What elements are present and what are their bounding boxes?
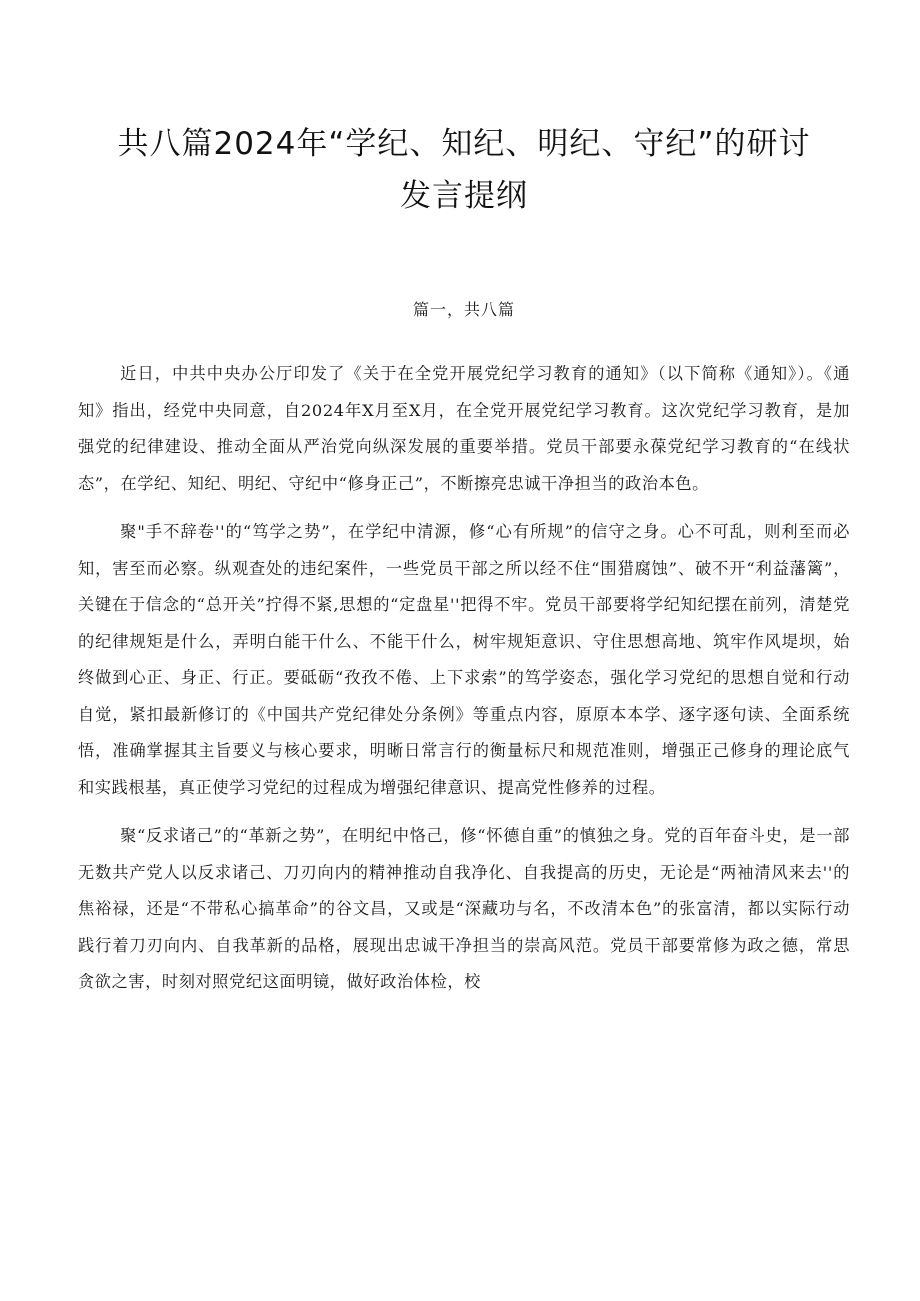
paragraph-3: 聚“反求诸己”的“革新之势”，在明纪中恪己，修“怀德自重”的慎独之身。党的百年奋斗史，是一部无数共产党人以反求诸己、刀刃向内的精神推动自我净化、自我提高的历史，无论是“两袖清风来去''的焦裕禄，还是“不带私心搞革命”的谷文昌，又或是“深藏功与名，不改清本色”的张富清，都以实际行动践行着刀刃向内、自我革新的品格，展现出忠诚干净担当的崇高风范。党员干部要常修为政之德，常思贪欲之害，时刻对照党纪这面明镜，做好政治体检，校 [78,826,850,991]
title-line-1: 共八篇2024年“学纪、知纪、明纪、守纪”的研讨 [117,126,811,162]
paragraph-2: 聚"手不辞卷''的“笃学之势”，在学纪中清源，修“心有所规”的信守之身。心不可乱，则利至而必知，害至而必察。纵观查处的违纪案件，一些党员干部之所以经不住“围猎腐蚀”、破不开“利益藩篱”，关键在于信念的“总开关”拧得不紧,思想的“定盘星''把得不牢。党员干部要将学纪知纪摆在前列，清楚党的纪律规矩是什么，弄明白能干什么、不能干什么，树牢规矩意识、守住思想高地、筑牢作风堤坝，始终做到心正、身正、行正。要砥砺“孜孜不倦、上下求索”的笃学姿态，强化学习党纪的思想自觉和行动自觉，紧扣最新修订的《中国共产党纪律处分条例》等重点内容，原原本本学、逐字逐句读、全面系统悟，准确掌握其主旨要义与核心要求，明晰日常言行的衡量标尺和规范准则，增强正己修身的理论底气和实践根基，真正使学习党纪的过程成为增强纪律意识、提高党性修养的过程。 [78,522,850,797]
paragraph-1: 近日，中共中央办公厅印发了《关于在全党开展党纪学习教育的通知》（以下简称《通知》）。《通知》指出，经党中央同意，自2024年X月至X月，在全党开展党纪学习教育。这次党纪学习教育，是加强党的纪律建设、推动全面从严治党向纵深发展的重要举措。党员干部要永葆党纪学习教育的“在线状态”，在学纪、知纪、明纪、守纪中“修身正己”，不断擦亮忠诚干净担当的政治本色。 [78,364,850,493]
document-title [78,118,850,222]
section-heading: 篇一，共八篇 [412,300,515,319]
title-line-2: 发言提纲 [400,178,528,214]
